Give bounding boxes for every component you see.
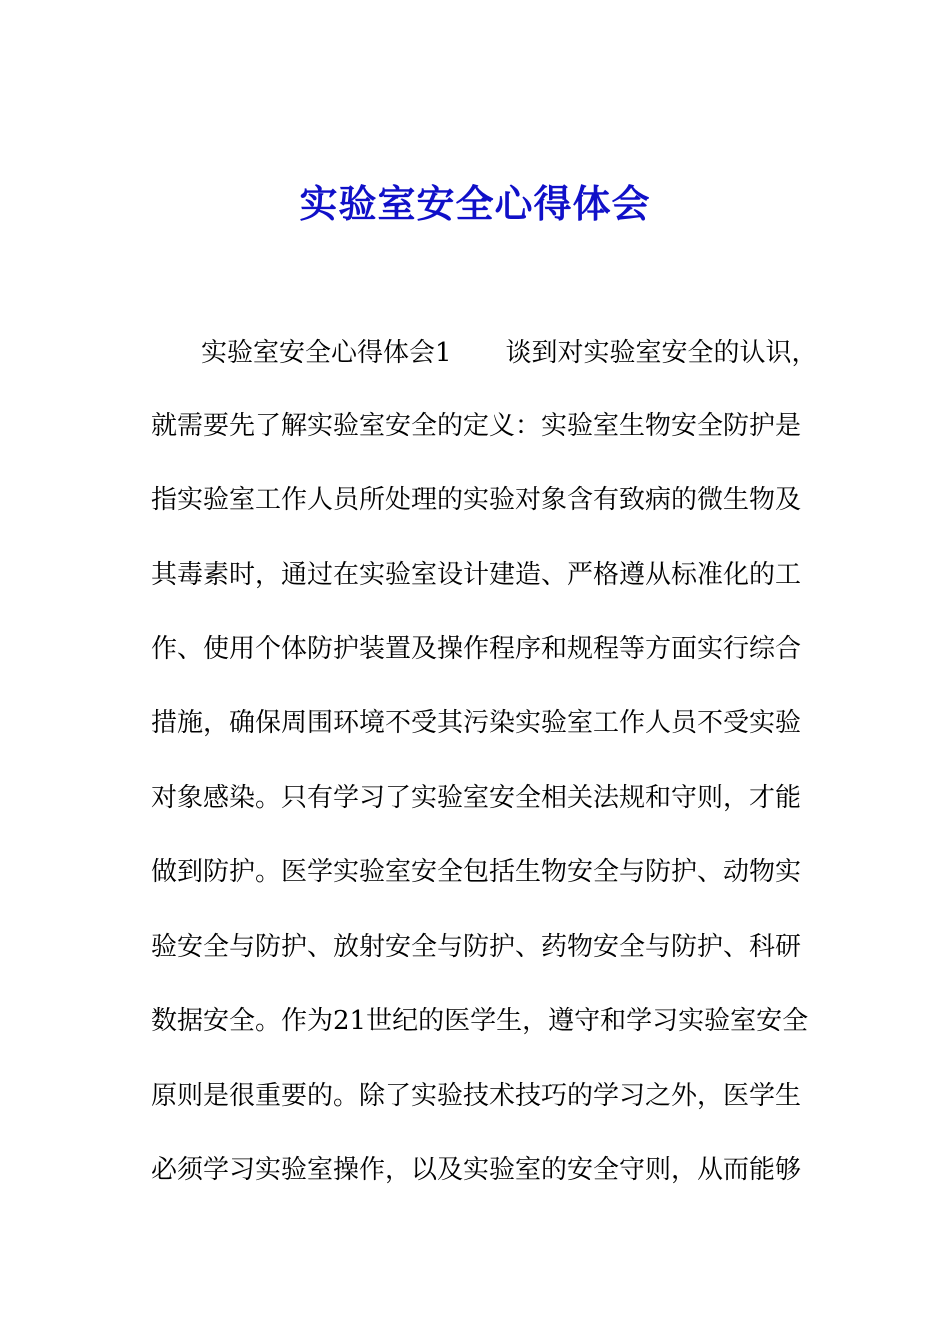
- body-line-6: 措施，确保周围环境不受其污染实验室工作人员不受实验: [151, 708, 802, 738]
- body-line-4: 其毒素时，通过在实验室设计建造、严格遵从标准化的工: [151, 560, 802, 590]
- body-line-5: 作、使用个体防护装置及操作程序和规程等方面实行综合: [151, 634, 802, 664]
- body-line-1-text: 谈到对实验室安全的认识，: [505, 338, 818, 368]
- body-line-11: 原则是很重要的。除了实验技术技巧的学习之外，医学生: [151, 1081, 802, 1111]
- body-line-10: 数据安全。作为21世纪的医学生，遵守和学习实验室安全: [151, 1006, 809, 1036]
- body-line-1: [201, 333, 818, 373]
- body-line-7: 对象感染。只有学习了实验室安全相关法规和守则，才能: [151, 783, 802, 813]
- body-line-8: 做到防护。医学实验室安全包括生物安全与防护、动物实: [151, 857, 802, 887]
- body-line-3: 指实验室工作人员所处理的实验对象含有致病的微生物及: [151, 485, 802, 515]
- body-line-9: 验安全与防护、放射安全与防护、药物安全与防护、科研: [151, 932, 802, 962]
- paragraph-heading: 实验室安全心得体会1: [201, 338, 452, 368]
- body-line-2: 就需要先了解实验室安全的定义：实验室生物安全防护是: [151, 411, 802, 441]
- body-line-12: 必须学习实验室操作，以及实验室的安全守则，从而能够: [151, 1155, 802, 1185]
- document-title: 实验室安全心得体会: [299, 182, 651, 226]
